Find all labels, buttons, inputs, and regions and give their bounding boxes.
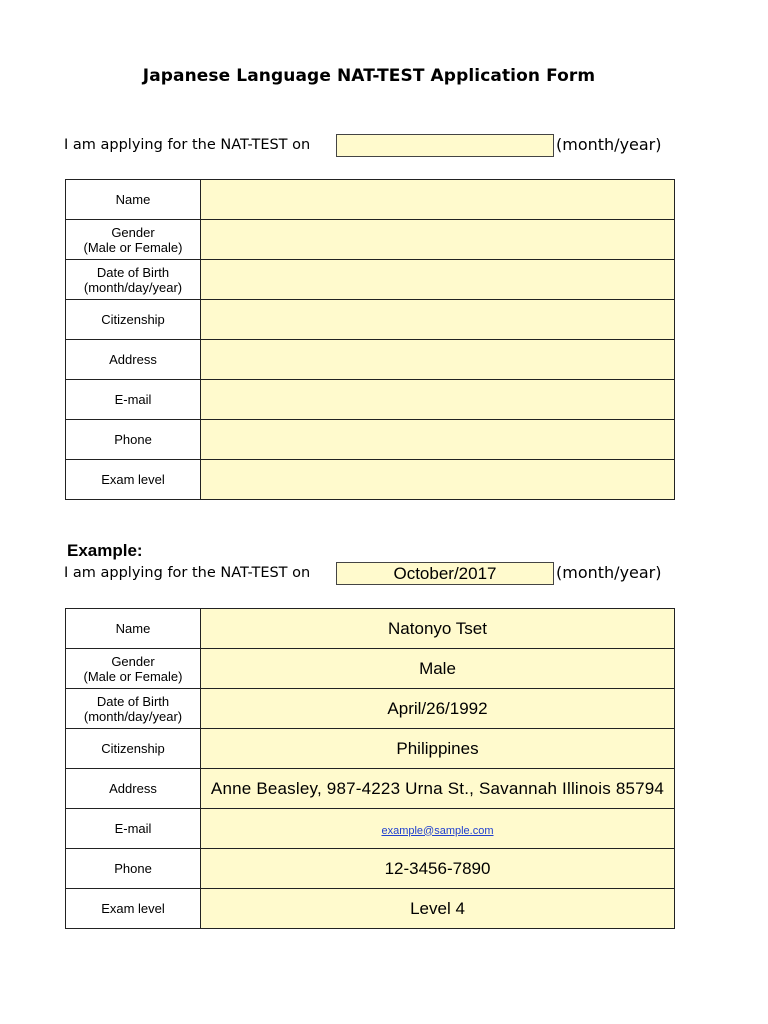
example-email-link[interactable]: example@sample.com — [381, 824, 494, 837]
example-gender-label: Gender (Male or Female) — [66, 649, 201, 689]
example-apply-prefix: I am applying for the NAT-TEST on — [64, 565, 311, 581]
example-gender-value[interactable]: Male — [201, 649, 675, 689]
apply-prefix: I am applying for the NAT-TEST on — [64, 137, 311, 153]
gender-label: Gender (Male or Female) — [66, 220, 201, 260]
table-row — [66, 220, 675, 260]
form-title: Japanese Language NAT-TEST Application Form — [142, 66, 596, 86]
phone-label: Phone — [66, 420, 201, 460]
phone-field[interactable] — [201, 420, 675, 460]
email-field[interactable] — [201, 380, 675, 420]
name-field[interactable] — [201, 180, 675, 220]
example-heading: Example: — [67, 541, 143, 560]
table-row — [66, 180, 675, 220]
table-row — [66, 809, 675, 849]
example-email-cell — [201, 809, 675, 849]
table-row — [66, 460, 675, 500]
example-exam-level-value[interactable]: Level 4 — [201, 889, 675, 929]
exam-level-label: Exam level — [66, 460, 201, 500]
example-email-label: E-mail — [66, 809, 201, 849]
example-name-value[interactable]: Natonyo Tset — [201, 609, 675, 649]
table-row — [66, 260, 675, 300]
table-row — [66, 420, 675, 460]
example-table — [65, 608, 675, 929]
table-row — [66, 649, 675, 689]
citizenship-label: Citizenship — [66, 300, 201, 340]
example-phone-label: Phone — [66, 849, 201, 889]
email-label: E-mail — [66, 380, 201, 420]
exam-level-field[interactable] — [201, 460, 675, 500]
example-phone-value[interactable]: 12-3456-7890 — [201, 849, 675, 889]
apply-suffix: (month/year) — [556, 135, 662, 154]
table-row — [66, 609, 675, 649]
table-row — [66, 689, 675, 729]
example-name-label: Name — [66, 609, 201, 649]
example-address-value[interactable]: Anne Beasley, 987-4223 Urna St., Savannah Illinois 85794 — [201, 769, 675, 809]
apply-month-year-input[interactable] — [336, 134, 554, 157]
table-row — [66, 849, 675, 889]
example-apply-month-year-input[interactable] — [336, 562, 554, 585]
table-row — [66, 340, 675, 380]
example-dob-label: Date of Birth (month/day/year) — [66, 689, 201, 729]
dob-label: Date of Birth (month/day/year) — [66, 260, 201, 300]
citizenship-field[interactable] — [201, 300, 675, 340]
table-row — [66, 300, 675, 340]
address-label: Address — [66, 340, 201, 380]
dob-field[interactable] — [201, 260, 675, 300]
table-row — [66, 769, 675, 809]
gender-field[interactable] — [201, 220, 675, 260]
name-label: Name — [66, 180, 201, 220]
application-table — [65, 179, 675, 500]
table-row — [66, 889, 675, 929]
example-exam-level-label: Exam level — [66, 889, 201, 929]
example-apply-suffix: (month/year) — [556, 563, 662, 582]
example-citizenship-value[interactable]: Philippines — [201, 729, 675, 769]
table-row — [66, 729, 675, 769]
example-address-label: Address — [66, 769, 201, 809]
address-field[interactable] — [201, 340, 675, 380]
table-row — [66, 380, 675, 420]
example-dob-value[interactable]: April/26/1992 — [201, 689, 675, 729]
example-citizenship-label: Citizenship — [66, 729, 201, 769]
